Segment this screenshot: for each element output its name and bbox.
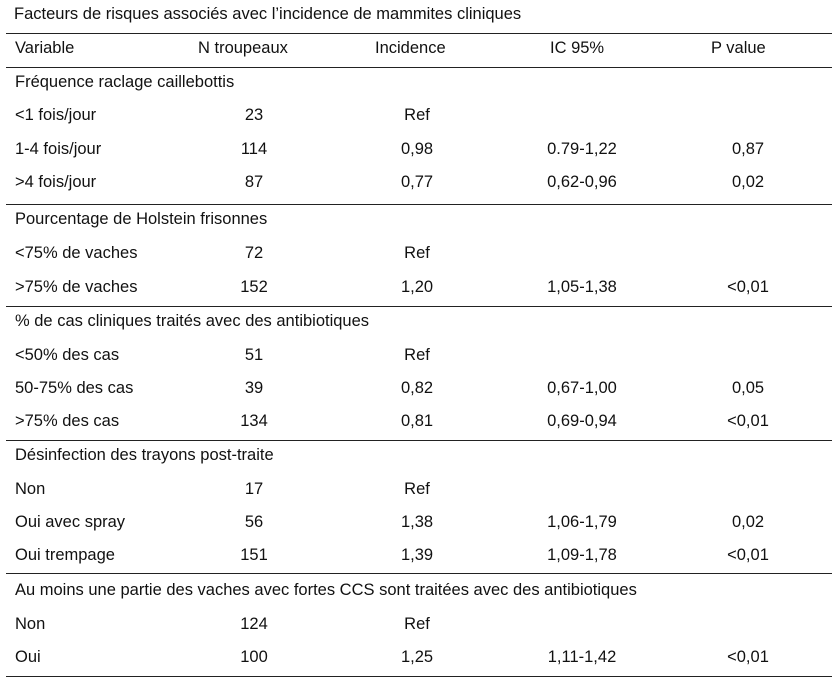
- cell-n: 151: [240, 546, 268, 564]
- table-row: [0, 513, 837, 535]
- header-incidence: Incidence: [375, 39, 446, 57]
- cell-p: <0,01: [727, 412, 769, 430]
- cell-incidence: Ref: [404, 615, 430, 633]
- cell-p: 0,02: [731, 173, 765, 191]
- cell-incidence: 1,38: [400, 513, 434, 531]
- table-top-rule: [6, 33, 832, 34]
- cell-variable: Oui: [15, 648, 41, 666]
- cell-n: 23: [244, 106, 264, 124]
- cell-incidence: Ref: [404, 244, 430, 262]
- table-row: [0, 546, 837, 568]
- cell-n: 72: [244, 244, 264, 262]
- table-row: [0, 140, 837, 162]
- cell-n: 100: [240, 648, 268, 666]
- group-title: Désinfection des trayons post-traite: [15, 446, 274, 464]
- cell-p: <0,01: [727, 546, 769, 564]
- cell-variable: <50% des cas: [15, 346, 120, 364]
- cell-p: <0,01: [727, 648, 769, 666]
- table-bottom-rule: [6, 676, 832, 677]
- cell-p: <0,01: [727, 278, 769, 296]
- cell-incidence: 1,39: [400, 546, 434, 564]
- cell-incidence: 1,20: [400, 278, 434, 296]
- cell-n: 134: [240, 412, 268, 430]
- cell-incidence: 0,82: [400, 379, 434, 397]
- cell-incidence: 0,77: [400, 173, 434, 191]
- cell-incidence: 0,98: [400, 140, 434, 158]
- cell-n: 17: [244, 480, 264, 498]
- table-row: [0, 412, 837, 434]
- cell-variable: <75% de vaches: [15, 244, 138, 262]
- cell-incidence: 1,25: [400, 648, 434, 666]
- cell-n: 152: [240, 278, 268, 296]
- header-ic-95: IC 95%: [550, 39, 605, 57]
- cell-variable: Non: [15, 615, 46, 633]
- group-divider: [6, 204, 832, 205]
- table-row: [0, 106, 837, 128]
- cell-incidence: 0,81: [400, 412, 434, 430]
- group-title: Au moins une partie des vaches avec fortes CCS sont traitées avec des antibiotiques: [15, 581, 637, 599]
- cell-variable: Oui avec spray: [15, 513, 126, 531]
- cell-ic: 1,06-1,79: [547, 513, 617, 531]
- table-row: [0, 244, 837, 266]
- cell-variable: >4 fois/jour: [15, 173, 97, 191]
- cell-n: 114: [240, 140, 268, 158]
- cell-variable: Non: [15, 480, 46, 498]
- table-row: [0, 346, 837, 368]
- group-divider: [6, 440, 832, 441]
- group-divider: [6, 306, 832, 307]
- header-n-troupeaux: N troupeaux: [198, 39, 288, 57]
- cell-n: 51: [244, 346, 264, 364]
- group-title: Fréquence raclage caillebottis: [15, 73, 235, 91]
- group-title: % de cas cliniques traités avec des antibiotiques: [15, 312, 370, 330]
- cell-ic: 0,62-0,96: [547, 173, 617, 191]
- cell-incidence: Ref: [404, 106, 430, 124]
- group-divider: [6, 573, 832, 574]
- cell-ic: 1,11-1,42: [547, 648, 617, 666]
- cell-p: 0,05: [731, 379, 765, 397]
- cell-incidence: Ref: [404, 346, 430, 364]
- group-title: Pourcentage de Holstein frisonnes: [15, 210, 268, 228]
- cell-variable: >75% de vaches: [15, 278, 138, 296]
- cell-n: 87: [244, 173, 264, 191]
- cell-variable: Oui trempage: [15, 546, 115, 564]
- cell-ic: 0,69-0,94: [547, 412, 617, 430]
- table-caption: Facteurs de risques associés avec l’incidence de mammites cliniques: [14, 5, 522, 23]
- cell-ic: 1,09-1,78: [547, 546, 617, 564]
- cell-ic: 1,05-1,38: [547, 278, 617, 296]
- header-bottom-rule: [6, 67, 832, 68]
- cell-incidence: Ref: [404, 480, 430, 498]
- cell-ic: 0,67-1,00: [547, 379, 617, 397]
- cell-variable: 50-75% des cas: [15, 379, 134, 397]
- cell-n: 124: [240, 615, 268, 633]
- table-row: [0, 173, 837, 195]
- cell-variable: <1 fois/jour: [15, 106, 97, 124]
- cell-p: 0,87: [731, 140, 765, 158]
- cell-p: 0,02: [731, 513, 765, 531]
- cell-n: 56: [244, 513, 264, 531]
- table-row: [0, 480, 837, 502]
- table-row: [0, 615, 837, 637]
- table-row: [0, 278, 837, 300]
- table-header-row: [0, 39, 837, 61]
- cell-variable: >75% des cas: [15, 412, 120, 430]
- cell-variable: 1-4 fois/jour: [15, 140, 102, 158]
- header-variable: Variable: [15, 39, 75, 57]
- cell-ic: 0.79-1,22: [547, 140, 617, 158]
- header-p-value: P value: [711, 39, 766, 57]
- table-row: [0, 379, 837, 401]
- table-row: [0, 648, 837, 670]
- cell-n: 39: [244, 379, 264, 397]
